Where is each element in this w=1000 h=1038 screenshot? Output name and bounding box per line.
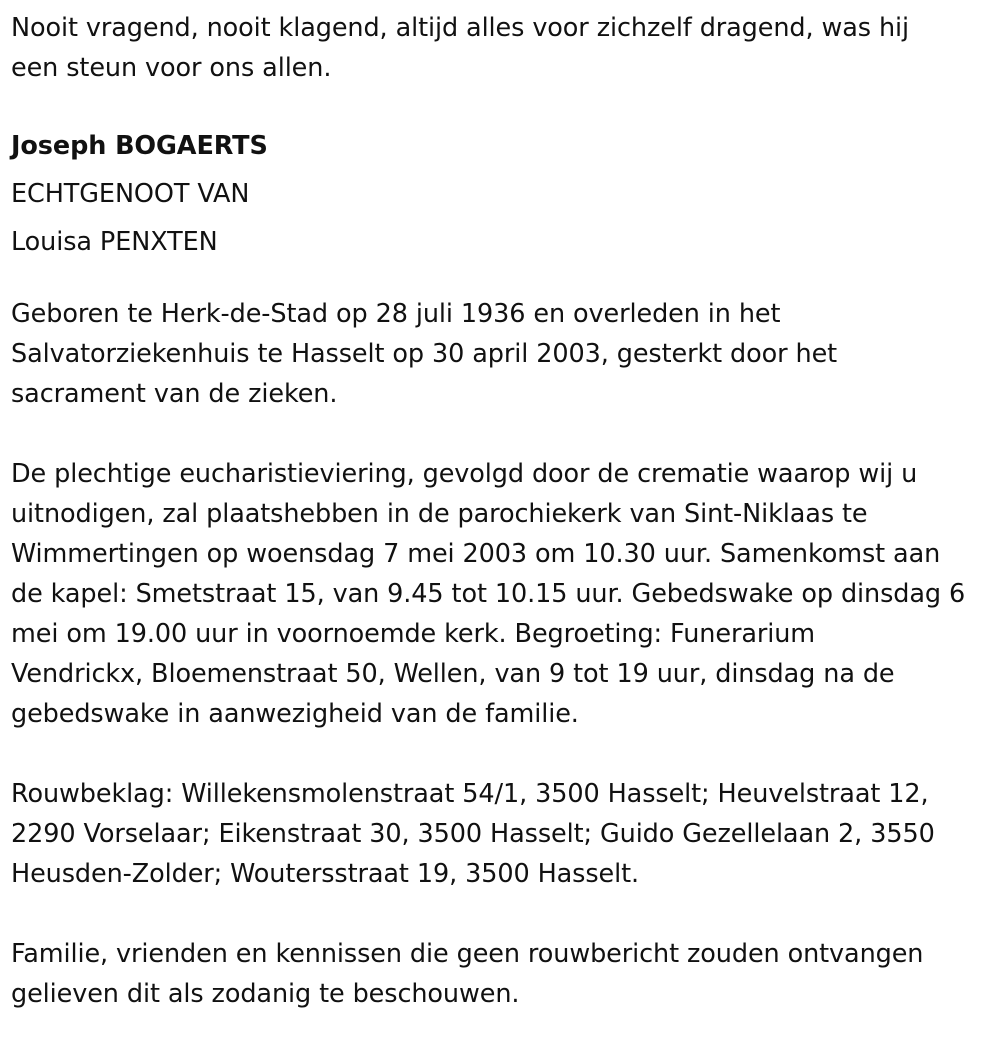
text-line: gebedswake in aanwezigheid van de familie. [11, 699, 579, 729]
text-line: Heusden-Zolder; Woutersstraat 19, 3500 Hasselt. [11, 859, 640, 889]
text-line: Familie, vrienden en kennissen die geen rouwbericht zouden ontvangen [11, 939, 924, 969]
text-line: mei om 19.00 uur in voornoemde kerk. Begroeting: Funerarium [11, 619, 816, 649]
text-line: Salvatorziekenhuis te Hasselt op 30 april 2003, gesterkt door het [11, 339, 838, 369]
text-line: de kapel: Smetstraat 15, van 9.45 tot 10.15 uur. Gebedswake op dinsdag 6 [11, 579, 966, 609]
birth-death-paragraph [11, 294, 990, 414]
condolences-paragraph [11, 774, 990, 894]
deceased-name: Joseph BOGAERTS [11, 131, 268, 161]
text-line: Wimmertingen op woensdag 7 mei 2003 om 10.30 uur. Samenkomst aan [11, 539, 941, 569]
text-line: sacrament van de zieken. [11, 379, 338, 409]
text-line: een steun voor ons allen. [11, 53, 332, 83]
closing-paragraph [11, 934, 990, 1014]
text-line: De plechtige eucharistieviering, gevolgd door de crematie waarop wij u [11, 459, 918, 489]
ceremony-paragraph [11, 454, 990, 734]
text-line: Rouwbeklag: Willekensmolenstraat 54/1, 3500 Hasselt; Heuvelstraat 12, [11, 779, 929, 809]
deceased-block [11, 122, 990, 266]
spouse-name: Louisa PENXTEN [11, 227, 218, 257]
intro-text [11, 8, 990, 88]
text-line: gelieven dit als zodanig te beschouwen. [11, 979, 520, 1009]
text-line: Nooit vragend, nooit klagend, altijd alles voor zichzelf dragend, was hij [11, 13, 910, 43]
text-line: Vendrickx, Bloemenstraat 50, Wellen, van 9 tot 19 uur, dinsdag na de [11, 659, 895, 689]
relation-label: ECHTGENOOT VAN [11, 179, 250, 209]
text-line: 2290 Vorselaar; Eikenstraat 30, 3500 Hasselt; Guido Gezellelaan 2, 3550 [11, 819, 935, 849]
text-line: uitnodigen, zal plaatshebben in de parochiekerk van Sint-Niklaas te [11, 499, 868, 529]
text-line: Geboren te Herk-de-Stad op 28 juli 1936 en overleden in het [11, 299, 781, 329]
